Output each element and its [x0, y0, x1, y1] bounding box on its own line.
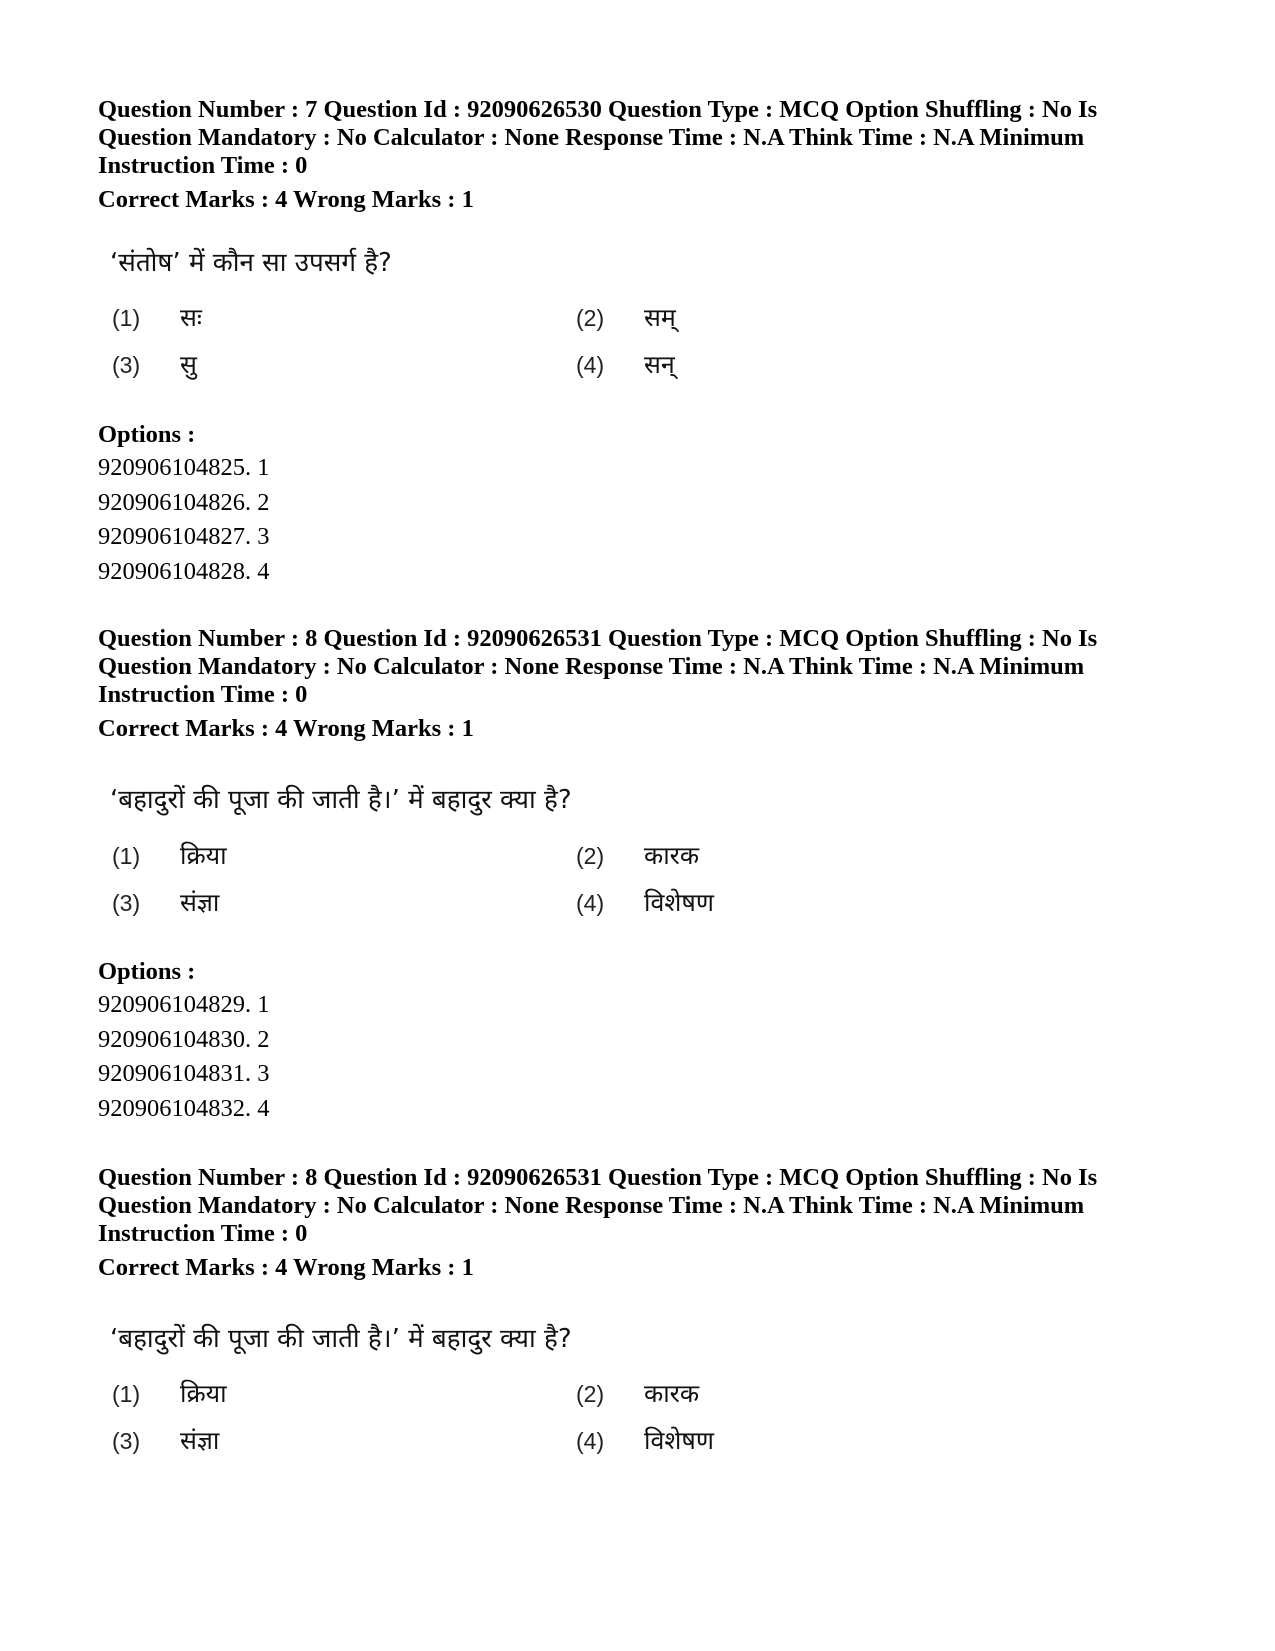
choice-number: (1): [112, 843, 141, 869]
question-text: ‘बहादुरों की पूजा की जाती है।’ में बहादुर क्या है?: [110, 785, 572, 815]
choice-text: सम्: [644, 303, 676, 332]
choice-number: (3): [112, 1428, 141, 1454]
choice-text: सः: [180, 303, 202, 332]
question-block-8: [98, 625, 1178, 1122]
answer-choice: [576, 1425, 714, 1457]
marks-line: Correct Marks : 4 Wrong Marks : 1: [98, 186, 474, 213]
question-meta-line: Instruction Time : 0: [98, 152, 308, 179]
answer-choice: [576, 887, 714, 919]
marks-line: Correct Marks : 4 Wrong Marks : 1: [98, 1254, 474, 1281]
question-meta-line: Question Number : 8 Question Id : 92090626531 Question Type : MCQ Option Shuffling : No Is: [98, 625, 1098, 652]
choice-number: (3): [112, 352, 141, 378]
answer-choice: [112, 349, 197, 381]
answer-choice: [576, 349, 675, 381]
marks-line: Correct Marks : 4 Wrong Marks : 1: [98, 715, 474, 742]
choice-number: (1): [112, 305, 141, 331]
choice-number: (2): [576, 305, 605, 331]
choice-number: (4): [576, 1428, 605, 1454]
option-id: 920906104825. 1: [98, 454, 270, 481]
choice-text: सु: [180, 350, 197, 379]
options-label: Options :: [98, 421, 196, 448]
choice-text: कारक: [644, 841, 700, 870]
option-id: 920906104831. 3: [98, 1060, 270, 1087]
answer-choice: [576, 840, 699, 872]
choice-text: विशेषण: [644, 1426, 714, 1455]
answer-choice: [112, 1378, 227, 1410]
question-meta-line: Question Mandatory : No Calculator : None Response Time : N.A Think Time : N.A Minimum: [98, 653, 1085, 680]
question-text: ‘बहादुरों की पूजा की जाती है।’ में बहादुर क्या है?: [110, 1324, 572, 1354]
choice-text: संज्ञा: [180, 1426, 220, 1455]
answer-choice: [112, 887, 219, 919]
option-id: 920906104828. 4: [98, 557, 270, 585]
choice-text: सन्: [644, 350, 675, 379]
choice-text: क्रिया: [180, 1379, 227, 1408]
question-meta-line: Question Number : 7 Question Id : 92090626530 Question Type : MCQ Option Shuffling : No Is: [98, 96, 1098, 123]
choice-number: (4): [576, 352, 605, 378]
option-id: 920906104826. 2: [98, 488, 270, 516]
choice-text: क्रिया: [180, 841, 227, 870]
question-block-8-repeat: [98, 1164, 1178, 1455]
option-id-list: [98, 451, 270, 589]
answer-choice: [112, 1425, 219, 1457]
question-block-7: [98, 96, 1178, 585]
choice-number: (3): [112, 890, 141, 916]
question-meta-line: Question Number : 8 Question Id : 92090626531 Question Type : MCQ Option Shuffling : No Is: [98, 1164, 1098, 1191]
answer-choice: [112, 840, 227, 872]
answer-choice: [112, 302, 202, 334]
choice-number: (1): [112, 1381, 141, 1407]
answer-choice: [576, 302, 676, 334]
question-text: ‘संतोष’ में कौन सा उपसर्ग है?: [110, 248, 392, 278]
option-id: 920906104832. 4: [98, 1094, 270, 1122]
question-meta-line: Instruction Time : 0: [98, 1220, 308, 1247]
choice-number: (4): [576, 890, 605, 916]
choice-text: कारक: [644, 1379, 700, 1408]
options-label: Options :: [98, 958, 196, 985]
option-id: 920906104830. 2: [98, 1025, 270, 1053]
choice-text: विशेषण: [644, 888, 714, 917]
option-id: 920906104827. 3: [98, 523, 270, 550]
question-meta-line: Instruction Time : 0: [98, 681, 308, 708]
question-meta-line: Question Mandatory : No Calculator : None Response Time : N.A Think Time : N.A Minimum: [98, 124, 1085, 151]
option-id-list: [98, 988, 270, 1126]
question-meta-line: Question Mandatory : No Calculator : None Response Time : N.A Think Time : N.A Minimum: [98, 1192, 1085, 1219]
choice-text: संज्ञा: [180, 888, 220, 917]
choice-number: (2): [576, 843, 605, 869]
answer-choice: [576, 1378, 699, 1410]
option-id: 920906104829. 1: [98, 991, 270, 1018]
choice-number: (2): [576, 1381, 605, 1407]
